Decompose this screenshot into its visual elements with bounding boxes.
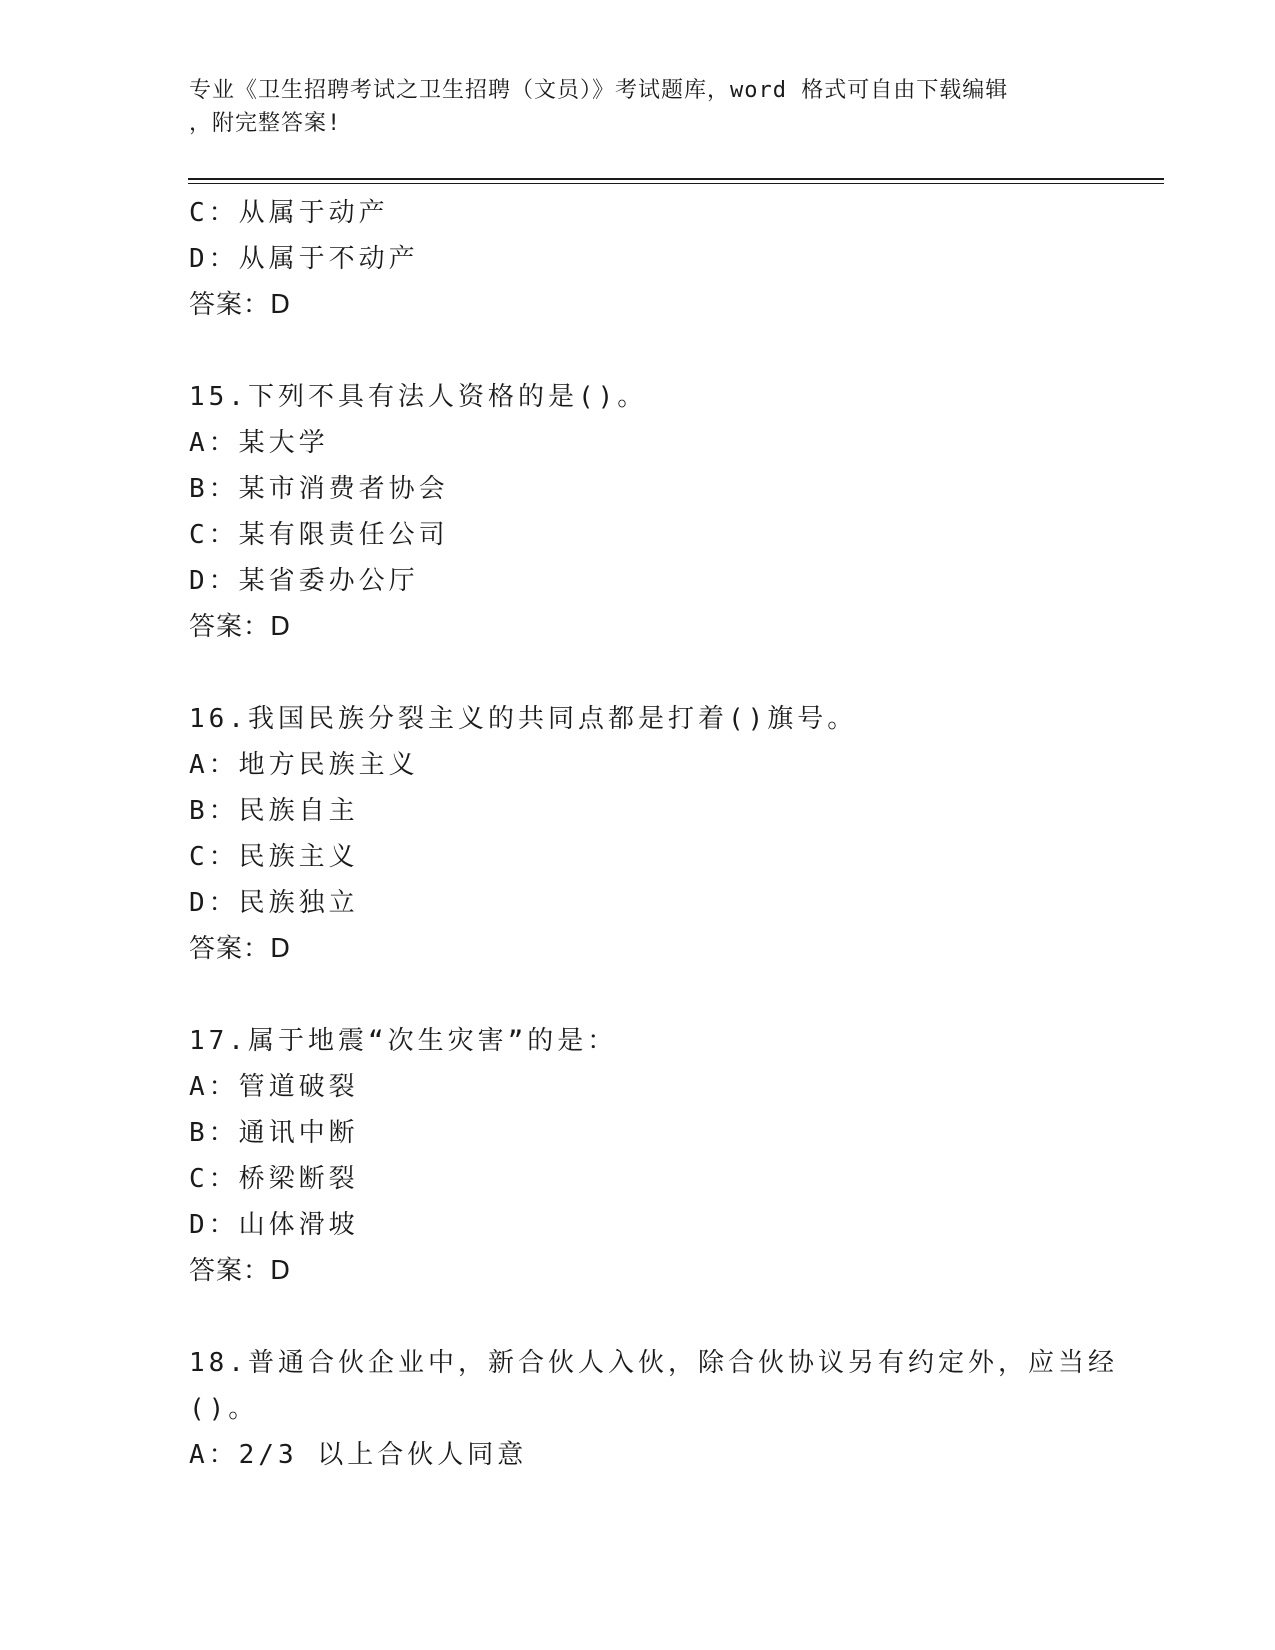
question-block-prev (189, 190, 1089, 328)
question-text-line-2: ()。 (189, 1394, 259, 1424)
question-block-18 (189, 1340, 1118, 1478)
answer-line: 答案：D (189, 1256, 292, 1286)
question-block-17 (189, 1018, 1089, 1294)
question-text: 17.属于地震“次生灾害”的是： (189, 1026, 618, 1056)
header-line-1: 专业《卫生招聘考试之卫生招聘（文员）》考试题库，word 格式可自由下载编辑 (189, 78, 1009, 103)
option-b: B：通讯中断 (189, 1118, 359, 1148)
option-c: C：某有限责任公司 (189, 520, 449, 550)
option-a: A：地方民族主义 (189, 750, 419, 780)
answer-line: 答案：D (189, 934, 292, 964)
answer-line: 答案：D (189, 612, 292, 642)
option-d: D：山体滑坡 (189, 1210, 359, 1240)
question-block-16 (189, 696, 1089, 972)
option-d: D：民族独立 (189, 888, 359, 918)
option-a: A：管道破裂 (189, 1072, 359, 1102)
option-c: C：民族主义 (189, 842, 359, 872)
question-text: 16.我国民族分裂主义的共同点都是打着()旗号。 (189, 704, 858, 734)
option-b: B：某市消费者协会 (189, 474, 449, 504)
header-divider-thin (188, 183, 1164, 184)
option-a: A：2/3 以上合伙人同意 (189, 1440, 528, 1470)
option-c: C：桥梁断裂 (189, 1164, 359, 1194)
question-list (189, 190, 1118, 1478)
document-header (189, 74, 1089, 140)
option-d: D：某省委办公厅 (189, 566, 419, 596)
option-a: A：某大学 (189, 428, 329, 458)
option-d: D：从属于不动产 (189, 244, 419, 274)
answer-line: 答案：D (189, 290, 292, 320)
option-b: B：民族自主 (189, 796, 359, 826)
question-block-15 (189, 374, 1089, 650)
question-text: 15.下列不具有法人资格的是()。 (189, 382, 648, 412)
header-divider-thick (188, 178, 1164, 180)
option-c: C：从属于动产 (189, 198, 389, 228)
question-text-line-1: 18.普通合伙企业中，新合伙人入伙，除合伙协议另有约定外，应当经 (189, 1348, 1118, 1378)
header-line-2: ，附完整答案! (189, 111, 342, 136)
